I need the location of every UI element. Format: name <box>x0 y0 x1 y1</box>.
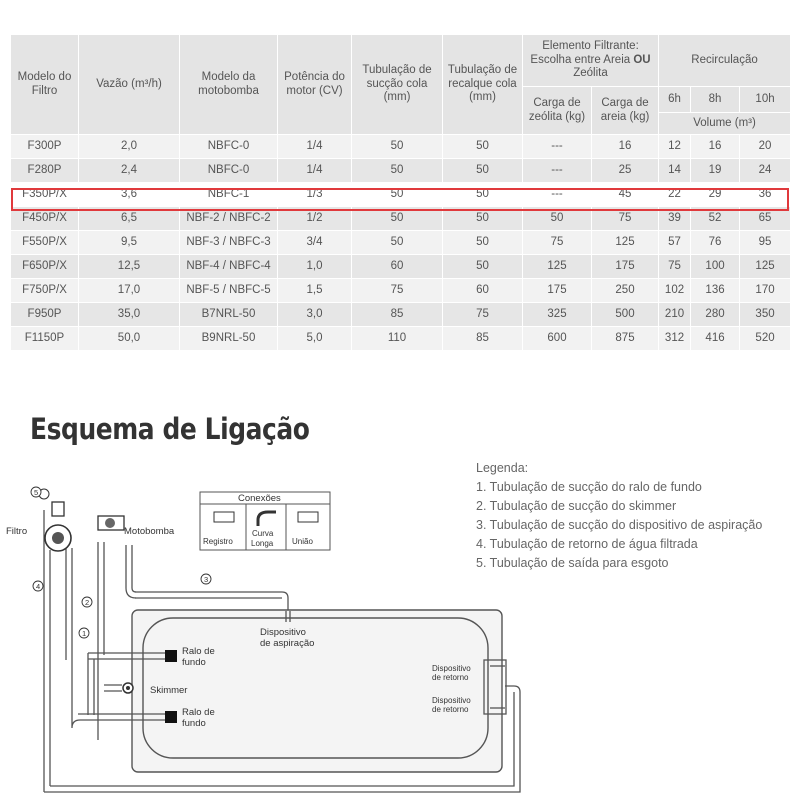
table-row-highlighted <box>11 183 791 207</box>
table-cell: 75 <box>659 255 691 279</box>
table-cell: F300P <box>11 135 79 159</box>
table-cell: F350P/X <box>11 183 79 207</box>
table-cell: 95 <box>740 231 791 255</box>
label-union: União <box>292 537 313 546</box>
filter-element-text: Elemento Filtrante: Escolha entre Areia <box>530 39 639 66</box>
table-cell: 136 <box>691 279 740 303</box>
col-header-8h: 8h <box>691 87 740 113</box>
table-cell: 17,0 <box>79 279 180 303</box>
table-cell: 50,0 <box>79 327 180 351</box>
filter-spec-table <box>10 34 791 351</box>
table-cell: 175 <box>523 279 592 303</box>
table-cell: 312 <box>659 327 691 351</box>
table-cell: F950P <box>11 303 79 327</box>
label-curve-1: Curva <box>252 529 274 538</box>
table-cell: 75 <box>352 279 443 303</box>
table-cell: 2,4 <box>79 159 180 183</box>
filter-element-text-2: Zeólita <box>573 67 608 80</box>
pipe-number-4: 4 <box>36 582 41 591</box>
table-cell: 600 <box>523 327 592 351</box>
table-cell: F550P/X <box>11 231 79 255</box>
table-cell: 1/3 <box>278 183 352 207</box>
col-header-sand-load: Carga de areia (kg) <box>592 87 659 135</box>
drain-a-marker <box>165 650 177 662</box>
col-header-flow: Vazão (m³/h) <box>79 35 180 135</box>
col-header-suction-pipe: Tubulação de sucção cola (mm) <box>352 35 443 135</box>
table-cell: 50 <box>443 135 523 159</box>
table-cell: 210 <box>659 303 691 327</box>
table-cell: 1,5 <box>278 279 352 303</box>
table-cell: 3,0 <box>278 303 352 327</box>
pipe-number-5: 5 <box>34 488 39 497</box>
table-cell: 350 <box>740 303 791 327</box>
table-cell: NBF-5 / NBFC-5 <box>180 279 278 303</box>
col-header-6h: 6h <box>659 87 691 113</box>
table-cell: F280P <box>11 159 79 183</box>
pool-connection-diagram <box>0 470 560 800</box>
table-cell: 39 <box>659 207 691 231</box>
table-cell: 280 <box>691 303 740 327</box>
table-cell: 50 <box>352 135 443 159</box>
table-cell: 16 <box>592 135 659 159</box>
table-cell: NBF-2 / NBFC-2 <box>180 207 278 231</box>
label-return-b-2: de retorno <box>432 705 469 714</box>
table-cell: 85 <box>443 327 523 351</box>
table-row <box>11 135 791 159</box>
table-cell: 45 <box>592 183 659 207</box>
label-curve-2: Longa <box>251 539 274 548</box>
legend-item: 3. Tubulação de sucção do dispositivo de aspiração <box>476 518 763 532</box>
label-drain-b-2: fundo <box>182 718 206 729</box>
table-cell: 14 <box>659 159 691 183</box>
table-cell: F450P/X <box>11 207 79 231</box>
table-cell: 3,6 <box>79 183 180 207</box>
table-cell: 60 <box>352 255 443 279</box>
table-cell: B9NRL-50 <box>180 327 278 351</box>
table-cell: 9,5 <box>79 231 180 255</box>
table-cell: 5,0 <box>278 327 352 351</box>
pipe-number-1: 1 <box>82 629 87 638</box>
table-cell: 250 <box>592 279 659 303</box>
table-cell: 125 <box>592 231 659 255</box>
label-filter: Filtro <box>6 526 28 537</box>
table-cell: 110 <box>352 327 443 351</box>
label-drain-a-1: Ralo de <box>182 646 215 657</box>
table-cell: --- <box>523 183 592 207</box>
label-return-b-1: Dispositivo <box>432 696 471 705</box>
col-header-power: Potência do motor (CV) <box>278 35 352 135</box>
col-header-filter-element <box>523 35 659 87</box>
table-cell: 50 <box>443 159 523 183</box>
table-cell: 50 <box>443 183 523 207</box>
pipe-number-3: 3 <box>204 575 209 584</box>
table-cell: 25 <box>592 159 659 183</box>
label-vacuum-1: Dispositivo <box>260 627 306 638</box>
table-cell: 60 <box>443 279 523 303</box>
table-cell: 36 <box>740 183 791 207</box>
label-skimmer: Skimmer <box>150 685 188 696</box>
label-return-a-1: Dispositivo <box>432 664 471 673</box>
table-cell: 102 <box>659 279 691 303</box>
label-return-a-2: de retorno <box>432 673 469 682</box>
table-cell: 500 <box>592 303 659 327</box>
table-cell: 22 <box>659 183 691 207</box>
table-cell: 6,5 <box>79 207 180 231</box>
legend-item: 4. Tubulação de retorno de água filtrada <box>476 537 698 551</box>
table-cell: F650P/X <box>11 255 79 279</box>
table-cell: B7NRL-50 <box>180 303 278 327</box>
table-cell: 50 <box>352 231 443 255</box>
table-cell: 875 <box>592 327 659 351</box>
legend-item: 2. Tubulação de sucção do skimmer <box>476 499 677 513</box>
table-cell: NBFC-0 <box>180 159 278 183</box>
label-drain-a-2: fundo <box>182 657 206 668</box>
table-cell: 85 <box>352 303 443 327</box>
drain-b-marker <box>165 711 177 723</box>
table-cell: 12 <box>659 135 691 159</box>
table-cell: F1150P <box>11 327 79 351</box>
table-cell: 1/4 <box>278 159 352 183</box>
legend-title: Legenda: <box>476 461 529 475</box>
legend-item: 5. Tubulação de saída para esgoto <box>476 556 669 570</box>
table-body <box>11 135 791 351</box>
table-cell: 1/4 <box>278 135 352 159</box>
skimmer-marker <box>123 683 133 693</box>
pump-pipes <box>44 510 136 792</box>
table-cell: NBFC-1 <box>180 183 278 207</box>
table-row <box>11 207 791 231</box>
table-row <box>11 327 791 351</box>
table-cell: 50 <box>443 255 523 279</box>
col-header-10h: 10h <box>740 87 791 113</box>
label-vacuum-2: de aspiração <box>260 638 315 649</box>
label-registro: Registro <box>203 537 233 546</box>
col-header-return-pipe: Tubulação de recalque cola (mm) <box>443 35 523 135</box>
table-cell: 100 <box>691 255 740 279</box>
table-cell: 16 <box>691 135 740 159</box>
table-cell: 75 <box>523 231 592 255</box>
legend-item: 1. Tubulação de sucção do ralo de fundo <box>476 480 702 494</box>
table-cell: 76 <box>691 231 740 255</box>
table-cell: 1,0 <box>278 255 352 279</box>
table-cell: NBFC-0 <box>180 135 278 159</box>
table-cell: 416 <box>691 327 740 351</box>
table-cell: 65 <box>740 207 791 231</box>
table-cell: NBF-3 / NBFC-3 <box>180 231 278 255</box>
table-cell: 175 <box>592 255 659 279</box>
col-header-model: Modelo do Filtro <box>11 35 79 135</box>
label-connections: Conexões <box>238 493 281 504</box>
col-header-pump-model: Modelo da motobomba <box>180 35 278 135</box>
table-cell: 19 <box>691 159 740 183</box>
table-cell: 50 <box>352 159 443 183</box>
table-cell: 3/4 <box>278 231 352 255</box>
label-drain-b-1: Ralo de <box>182 707 215 718</box>
table-cell: 50 <box>443 231 523 255</box>
col-header-volume: Volume (m³) <box>659 113 791 135</box>
table-cell: 325 <box>523 303 592 327</box>
union-icon <box>298 512 318 522</box>
table-cell: 520 <box>740 327 791 351</box>
table-cell: 35,0 <box>79 303 180 327</box>
table-cell: 20 <box>740 135 791 159</box>
table-cell: 75 <box>592 207 659 231</box>
table-cell: F750P/X <box>11 279 79 303</box>
table-row <box>11 303 791 327</box>
filter-element-ou: OU <box>633 53 651 66</box>
col-header-zeolite-load: Carga de zeólita (kg) <box>523 87 592 135</box>
table-cell: 57 <box>659 231 691 255</box>
pipe-number-2: 2 <box>85 598 90 607</box>
table-cell: --- <box>523 135 592 159</box>
registro-icon <box>214 512 234 522</box>
table-row <box>11 279 791 303</box>
table-row <box>11 231 791 255</box>
table-cell: --- <box>523 159 592 183</box>
col-header-recirculation: Recirculação <box>659 35 791 87</box>
table-row <box>11 159 791 183</box>
table-cell: 12,5 <box>79 255 180 279</box>
schema-title: Esquema de Ligação <box>30 412 310 446</box>
table-row <box>11 255 791 279</box>
table-cell: 125 <box>523 255 592 279</box>
table-cell: 2,0 <box>79 135 180 159</box>
table-cell: 170 <box>740 279 791 303</box>
table-cell: 75 <box>443 303 523 327</box>
table-cell: 24 <box>740 159 791 183</box>
table-cell: 52 <box>691 207 740 231</box>
table-cell: 29 <box>691 183 740 207</box>
table-cell: 50 <box>352 207 443 231</box>
table-cell: 50 <box>523 207 592 231</box>
table-cell: 125 <box>740 255 791 279</box>
label-pump: Motobomba <box>124 526 175 537</box>
pool <box>132 610 502 772</box>
table-cell: 1/2 <box>278 207 352 231</box>
pump-marker <box>98 516 124 530</box>
table-cell: 50 <box>443 207 523 231</box>
table-cell: 50 <box>352 183 443 207</box>
table-cell: NBF-4 / NBFC-4 <box>180 255 278 279</box>
